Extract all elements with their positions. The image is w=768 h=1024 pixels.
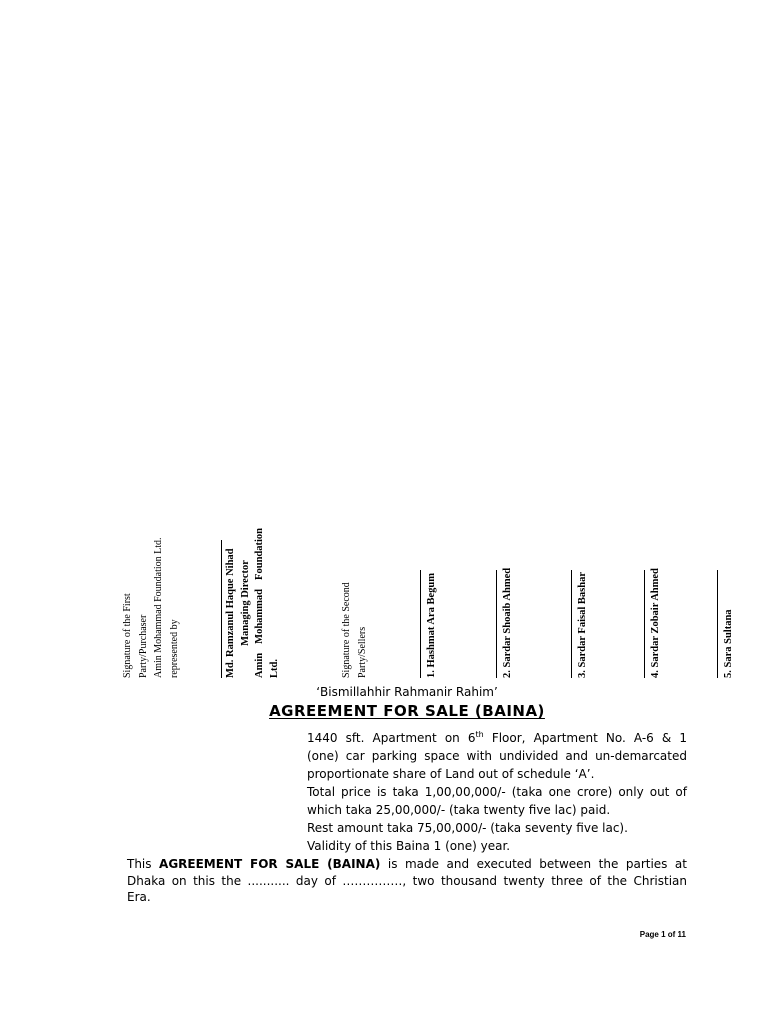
preamble-line: [127, 856, 687, 873]
seller-signature-block: [717, 566, 737, 678]
preamble-line: Era.: [127, 890, 151, 904]
second-party-label-line: Party/Sellers: [356, 626, 368, 678]
summary-line-land-share: proportionate share of Land out of schedule ‘A’.: [307, 767, 595, 781]
summary-line-validity: Validity of this Baina 1 (one) year.: [307, 839, 511, 853]
seller-name-wrap: [421, 566, 440, 678]
seller-name: 5. Sara Sultana: [723, 609, 734, 678]
seller-signature-block: [420, 566, 440, 678]
seller-name: 4. Sardar Zobair Ahmed: [650, 568, 661, 678]
representative-company-suffix: Ltd.: [268, 659, 280, 678]
first-party-company-line: Amin Mohammad Foundation Ltd.: [153, 537, 164, 678]
representative-designation: Managing Director: [239, 560, 251, 646]
seller-signature-block: [496, 566, 516, 678]
summary-line-area: [307, 729, 687, 747]
representative-signature-block: [221, 528, 282, 678]
second-party-signature-label: [339, 566, 370, 678]
page-number: Page 1 of 11: [639, 930, 686, 939]
first-party-signature-label: [120, 518, 182, 678]
first-party-label-line: represented by: [168, 619, 180, 678]
summary-floor-ordinal: th: [475, 730, 484, 739]
seller-name: 3. Sardar Faisal Bashar: [577, 572, 588, 678]
summary-line-parking: (one) car parking space with undivided and un-demarcated: [307, 749, 687, 763]
summary-area-rest: Floor, Apartment No. A-6 & 1: [483, 731, 687, 745]
representative-company: Amin Mohammad Foundation: [254, 528, 265, 678]
seller-name: 2. Sardar Shoaib Ahmed: [502, 567, 513, 678]
first-party-label-line: Signature of the First: [122, 593, 133, 678]
agreement-title: [127, 702, 687, 720]
summary-line-rest-amount: Rest amount taka 75,00,000/- (taka seventy five lac).: [307, 821, 628, 835]
seller-name-wrap: [572, 566, 591, 678]
agreement-preamble: [127, 856, 687, 906]
preamble-lead: This: [127, 857, 152, 871]
preamble-line: Dhaka on this the ........... day of ……………, two thousand twenty three of the Christian: [127, 873, 687, 888]
seller-signature-block: [571, 566, 591, 678]
seller-signature-block: [644, 566, 664, 678]
seller-name-wrap: [718, 566, 737, 678]
seller-name: 1. Hashmat Ara Begum: [426, 573, 437, 678]
summary-line-paid: which taka 25,00,000/- (taka twenty five lac) paid.: [307, 803, 611, 817]
seller-name-wrap: [497, 566, 516, 678]
invocation: ‘Bismillahhir Rahmanir Rahim’: [316, 685, 498, 699]
summary-line-total-price: Total price is taka 1,00,00,000/- (taka one crore) only out of: [307, 785, 687, 799]
seller-name-wrap: [645, 566, 664, 678]
preamble-agreement-name: AGREEMENT FOR SALE (BAINA): [159, 857, 381, 871]
property-summary: [307, 729, 687, 855]
representative-details: [222, 528, 282, 678]
agreement-title-text: AGREEMENT FOR SALE (BAINA): [269, 702, 545, 720]
second-party-label-line: Signature of the Second: [341, 582, 352, 678]
summary-area-prefix: 1440 sft. Apartment on 6: [307, 731, 476, 745]
preamble-tail: is made and executed between the parties at: [387, 857, 687, 871]
representative-name: Md. Ramzanul Haque Nihad: [225, 548, 236, 678]
first-party-label-line: Party/Purchaser: [137, 614, 149, 678]
